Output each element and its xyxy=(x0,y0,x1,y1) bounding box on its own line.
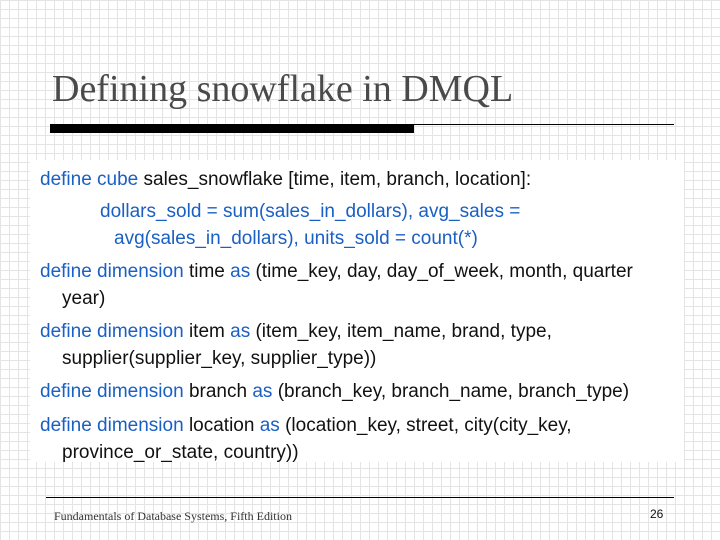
dimension-attrs-item: (item_key, item_name, brand, type, xyxy=(255,321,552,342)
code-line-dim-item xyxy=(40,322,552,341)
title-rule-thin xyxy=(414,124,674,125)
measures-text-1: dollars_sold = sum(sales_in_dollars), avg_sales = xyxy=(100,201,521,222)
code-line-measures-1 xyxy=(100,202,520,221)
keyword-define-dimension: define dimension xyxy=(40,381,184,402)
keyword-define-dimension: define dimension xyxy=(40,321,184,342)
dimension-attrs-location-cont: province_or_state, country)) xyxy=(62,442,299,463)
code-line-dim-branch xyxy=(40,382,629,401)
code-line-measures-2 xyxy=(114,229,478,248)
dimension-attrs-time-cont: year) xyxy=(62,288,106,309)
title-rule-thick xyxy=(50,124,414,133)
page-number: 26 xyxy=(650,507,664,521)
keyword-as: as xyxy=(230,321,251,342)
dimension-attrs-item-cont: supplier(supplier_key, supplier_type)) xyxy=(62,348,377,369)
keyword-define-cube: define cube xyxy=(40,169,139,190)
keyword-as: as xyxy=(252,381,273,402)
code-line-dim-location xyxy=(40,416,572,435)
slide-title: Defining snowflake in DMQL xyxy=(52,68,514,110)
dimension-name-item: item xyxy=(188,321,225,342)
dimension-name-location: location xyxy=(188,415,255,436)
dimension-name-branch: branch xyxy=(188,381,248,402)
code-panel xyxy=(30,160,684,462)
dimension-name-time: time xyxy=(188,261,225,282)
dimension-attrs-time: (time_key, day, day_of_week, month, quarter xyxy=(255,261,633,282)
code-line-dim-time-cont xyxy=(62,289,105,308)
footer-text: Fundamentals of Database Systems, Fifth Edition xyxy=(54,509,292,523)
cube-signature: sales_snowflake [time, item, branch, location]: xyxy=(143,169,532,190)
code-line-dim-item-cont xyxy=(62,349,376,368)
code-line-dim-location-cont xyxy=(62,443,299,462)
code-line-dim-time xyxy=(40,262,633,281)
keyword-as: as xyxy=(230,261,251,282)
keyword-define-dimension: define dimension xyxy=(40,261,184,282)
keyword-define-dimension: define dimension xyxy=(40,415,184,436)
measures-text-2: avg(sales_in_dollars), units_sold = count(*) xyxy=(114,228,478,249)
code-line-define-cube xyxy=(40,170,531,189)
keyword-as: as xyxy=(259,415,280,436)
dimension-attrs-branch: (branch_key, branch_name, branch_type) xyxy=(277,381,630,402)
footer-rule xyxy=(46,497,674,498)
dimension-attrs-location: (location_key, street, city(city_key, xyxy=(285,415,572,436)
